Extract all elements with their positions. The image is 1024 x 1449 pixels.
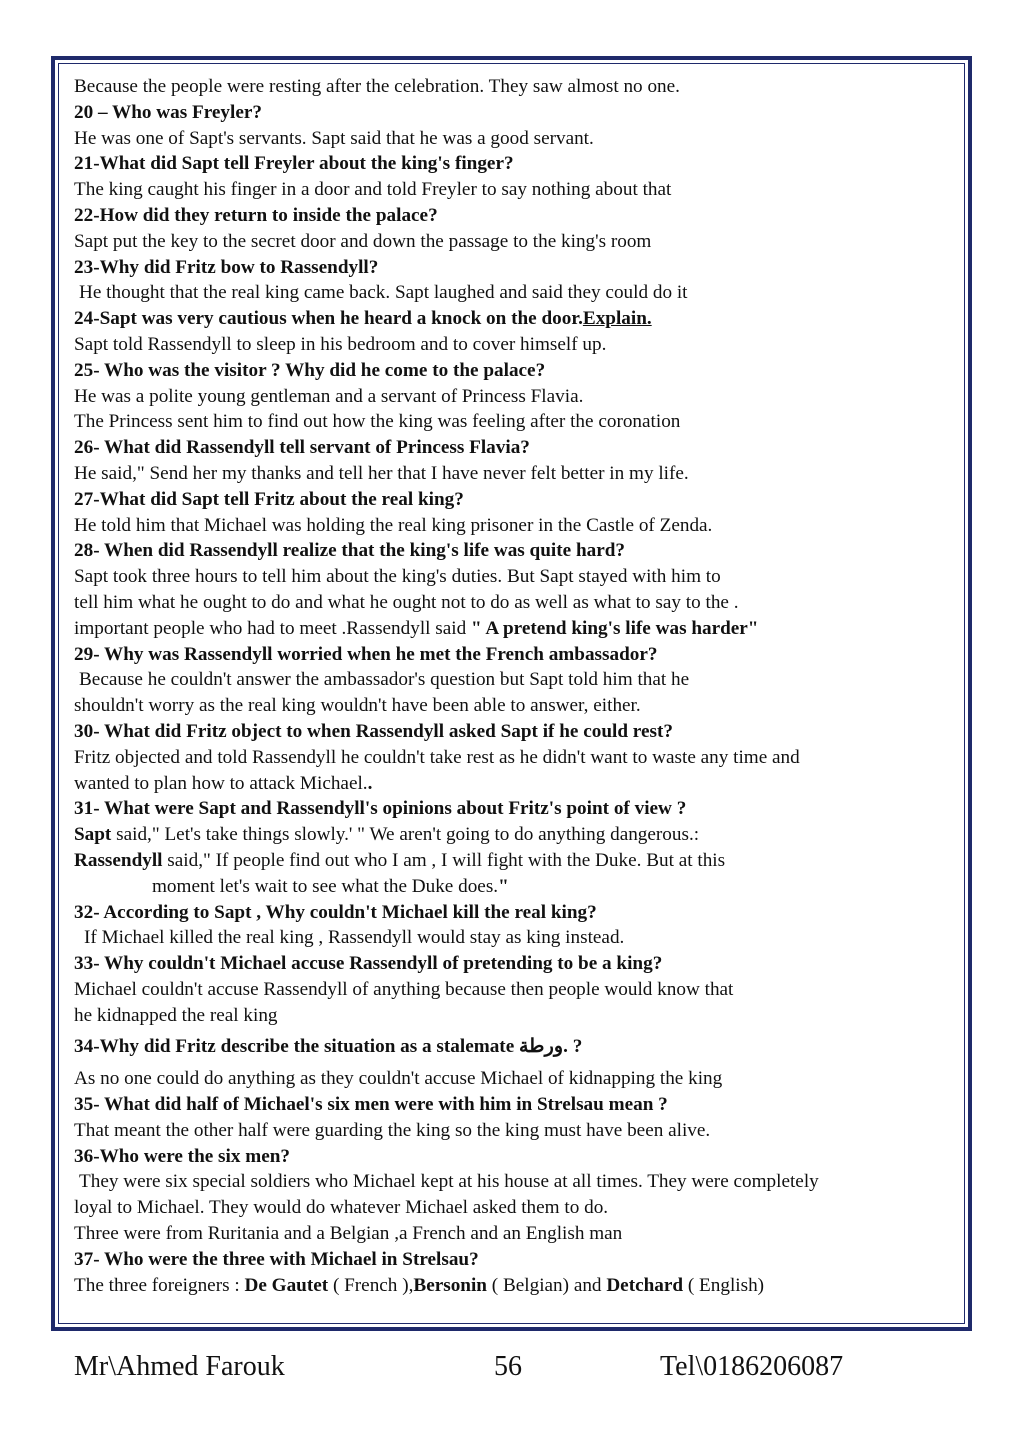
answer-text: wanted to plan how to attack Michael.: [74, 772, 368, 794]
answer-line: Three were from Ruritania and a Belgian ,a French and an English man: [74, 1223, 623, 1245]
answer-line: shouldn't worry as the real king wouldn't have been able to answer, either.: [74, 695, 641, 717]
question-line: 21-What did Sapt tell Freyler about the king's finger?: [74, 153, 514, 175]
question-line: 31- What were Sapt and Rassendyll's opinions about Fritz's point of view ?: [74, 798, 687, 820]
answer-line: [74, 848, 954, 874]
question-line: 33- Why couldn't Michael accuse Rassendyll of pretending to be a king?: [74, 953, 663, 975]
answer-line: The Princess sent him to find out how the king was feeling after the coronation: [74, 411, 681, 433]
name-bersonin: Bersonin: [413, 1274, 487, 1296]
answer-text: ( English): [683, 1274, 765, 1296]
question-line: 36-Who were the six men?: [74, 1145, 291, 1167]
answer-line: [74, 822, 954, 848]
document-body: [74, 74, 954, 1298]
bold-quote: ": [498, 875, 509, 897]
answer-line: Sapt told Rassendyll to sleep in his bedroom and to cover himself up.: [74, 333, 607, 355]
answer-line: loyal to Michael. They would do whatever Michael asked them to do.: [74, 1197, 609, 1219]
answer-line: They were six special soldiers who Michael kept at his house at all times. They were completely: [79, 1171, 819, 1193]
explain-underlined: Explain.: [582, 308, 652, 330]
question-line: 28- When did Rassendyll realize that the king's life was quite hard?: [74, 540, 625, 562]
answer-text: ( French ),: [328, 1274, 414, 1296]
question-line: 32- According to Sapt , Why couldn't Michael kill the real king?: [74, 901, 597, 923]
footer-author: Mr\Ahmed Farouk: [74, 1351, 285, 1382]
answer-line: Because he couldn't answer the ambassador's question but Sapt told him that he: [79, 669, 690, 691]
answer-line: tell him what he ought to do and what he ought not to do as well as what to say to the .: [74, 591, 739, 613]
answer-line: Sapt put the key to the secret door and down the passage to the king's room: [74, 230, 652, 252]
answer-line: That meant the other half were guarding the king so the king must have been alive.: [74, 1119, 711, 1141]
answer-line: [74, 771, 954, 797]
question-line: 22-How did they return to inside the palace?: [74, 204, 438, 226]
footer-page-number: 56: [494, 1351, 522, 1382]
answer-line: He thought that the real king came back. Sapt laughed and said they could do it: [79, 282, 688, 304]
question-text: 24-Sapt was very cautious when he heard a knock on the door.: [74, 308, 583, 330]
quote-bold: " A pretend king's life was harder": [471, 617, 759, 639]
question-line: 20 – Who was Freyler?: [74, 101, 262, 123]
answer-text: said," Let's take things slowly.' " We aren't going to do anything dangerous.:: [111, 824, 700, 846]
answer-line: Fritz objected and told Rassendyll he couldn't take rest as he didn't want to waste any time and: [74, 746, 800, 768]
answer-line: Michael couldn't accuse Rassendyll of anything because then people would know that: [74, 978, 734, 1000]
question-line: 37- Who were the three with Michael in Strelsau?: [74, 1248, 479, 1270]
question-line: 30- What did Fritz object to when Rassendyll asked Sapt if he could rest?: [74, 720, 673, 742]
name-detchard: Detchard: [606, 1274, 684, 1296]
answer-text: ( Belgian) and: [486, 1274, 607, 1296]
speaker-sapt: Sapt: [74, 824, 112, 846]
answer-line: As no one could do anything as they couldn't accuse Michael of kidnapping the king: [74, 1068, 723, 1090]
answer-text: said," If people find out who I am , I will fight with the Duke. But at this: [162, 849, 726, 871]
answer-line: [74, 1273, 954, 1299]
question-line: 29- Why was Rassendyll worried when he met the French ambassador?: [74, 643, 658, 665]
answer-line: Because the people were resting after the celebration. They saw almost no one.: [74, 76, 680, 97]
footer-phone: Tel\0186206087: [660, 1351, 844, 1382]
speaker-rassendyll: Rassendyll: [74, 849, 163, 871]
answer-line: He told him that Michael was holding the real king prisoner in the Castle of Zenda.: [74, 514, 713, 536]
answer-line: He said," Send her my thanks and tell her that I have never felt better in my life.: [74, 462, 689, 484]
question-line: 26- What did Rassendyll tell servant of Princess Flavia?: [74, 437, 530, 459]
answer-line: [74, 616, 954, 642]
answer-line: he kidnapped the real king: [74, 1004, 278, 1026]
answer-line: [74, 874, 954, 900]
question-line: 27-What did Sapt tell Fritz about the real king?: [74, 488, 464, 510]
question-line: [74, 306, 954, 332]
answer-text: moment let's wait to see what the Duke does.: [152, 875, 499, 897]
answer-line: If Michael killed the real king , Rassendyll would stay as king instead.: [84, 927, 625, 949]
answer-line: He was a polite young gentleman and a servant of Princess Flavia.: [74, 385, 584, 407]
question-line: 25- Who was the visitor ? Why did he come to the palace?: [74, 359, 546, 381]
bold-dot: .: [367, 772, 373, 794]
answer-line: The king caught his finger in a door and told Freyler to say nothing about that: [74, 179, 672, 201]
answer-line: Sapt took three hours to tell him about the king's duties. But Sapt stayed with him to: [74, 566, 721, 588]
answer-text: important people who had to meet .Rassendyll said: [74, 617, 471, 639]
answer-line: He was one of Sapt's servants. Sapt said that he was a good servant.: [74, 127, 594, 149]
answer-text: The three foreigners :: [74, 1274, 245, 1296]
question-line: 35- What did half of Michael's six men were with him in Strelsau mean ?: [74, 1094, 668, 1116]
name-de-gautet: De Gautet: [244, 1274, 329, 1296]
question-line: 34-Why did Fritz describe the situation as a stalemate ورطة. ?: [74, 1036, 583, 1058]
question-line: 23-Why did Fritz bow to Rassendyll?: [74, 256, 379, 278]
